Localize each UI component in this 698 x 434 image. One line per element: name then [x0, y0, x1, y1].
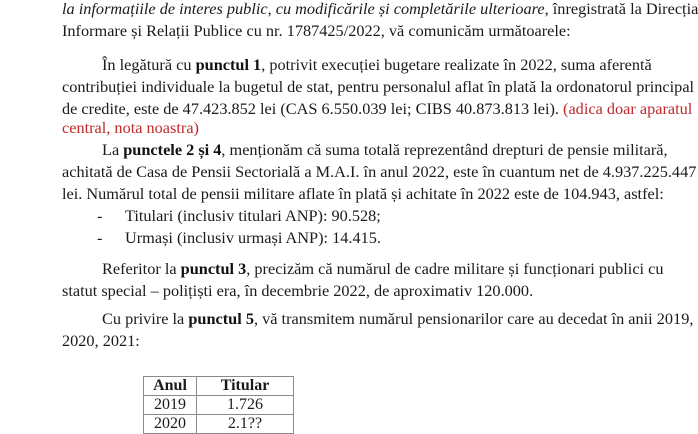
punct1-label: punctul 1 — [195, 55, 262, 74]
punct5-line-2: 2020, 2021: — [62, 331, 140, 350]
cell-year: 2020 — [144, 415, 197, 434]
table-header-row — [144, 377, 294, 396]
deceased-pensioners-table — [143, 376, 294, 434]
punct3-post: , precizăm că numărul de cadre militare și funcționari publici cu — [246, 259, 664, 278]
punct1-line-1 — [102, 55, 652, 75]
column-header-titular: Titular — [197, 377, 294, 396]
punct1-pre: În legătură cu — [102, 55, 196, 74]
punct3-line-1 — [102, 259, 664, 279]
punct2-4-pre: La — [102, 140, 124, 159]
table-row — [144, 396, 294, 415]
law-title-italic: la informațiile de interes public, cu modificările și completările ulterioare — [62, 0, 545, 18]
punct2-4-line-2: achitată de Casa de Pensii Sectorială a M.A.I. în anul 2022, este în cuantum net de 4.937.225.447 — [62, 162, 697, 181]
column-header-year: Anul — [144, 377, 197, 396]
editor-note-red: (adica doar aparatul — [563, 99, 693, 118]
table-row — [144, 415, 294, 434]
punct1-post: , potrivit execuției bugetare realizate în 2022, suma aferentă — [261, 55, 652, 74]
punct5-pre: Cu privire la — [102, 309, 189, 328]
punct1-line-2: contribuției individuale la bugetul de stat, pentru personalul aflat în plată la ordonatorul principal — [62, 77, 695, 96]
punct2-4-line-1 — [102, 140, 668, 160]
intro-line-1-rest: , înregistrată la Direcția — [544, 0, 698, 18]
bullet-titulari: Titulari (inclusiv titulari ANP): 90.528; — [125, 206, 381, 225]
punct1-amounts: de credite, este de 47.423.852 lei (CAS 6.550.039 lei; CIBS 40.873.813 lei). — [62, 99, 564, 118]
intro-line-1 — [62, 0, 698, 19]
cell-titular: 1.726 — [197, 396, 294, 415]
punct5-label: punctul 5 — [188, 309, 254, 328]
punct2-4-post: , menționăm că suma totală reprezentând drepturi de pensie militară, — [221, 140, 668, 159]
intro-line-2: Informare și Relații Publice cu nr. 1787425/2022, vă comunicăm următoarele: — [62, 21, 571, 40]
punct3-line-2: statut special – polițiști era, în decembrie 2022, de aproximativ 120.000. — [62, 281, 534, 300]
bullet-dash: - — [97, 228, 103, 247]
punct3-label: punctul 3 — [180, 259, 247, 278]
cell-titular: 2.1?? — [197, 415, 294, 434]
punct5-line-1 — [102, 309, 694, 329]
bullet-urmasi: Urmași (inclusiv urmași ANP): 14.415. — [125, 228, 381, 247]
punct3-pre: Referitor la — [102, 259, 181, 278]
punct2-4-label: punctele 2 și 4 — [123, 140, 222, 159]
editor-note-red-cont: central, nota noastra) — [62, 118, 199, 137]
punct2-4-line-3: lei. Numărul total de pensii militare aflate în plată și achitate în 2022 este de 104.943, astfel: — [62, 184, 664, 203]
punct1-line-3 — [62, 99, 693, 119]
cell-year: 2019 — [144, 396, 197, 415]
bullet-dash: - — [97, 206, 103, 225]
punct5-post: , vă transmitem numărul pensionarilor care au decedat în anii 2019, — [253, 309, 694, 328]
